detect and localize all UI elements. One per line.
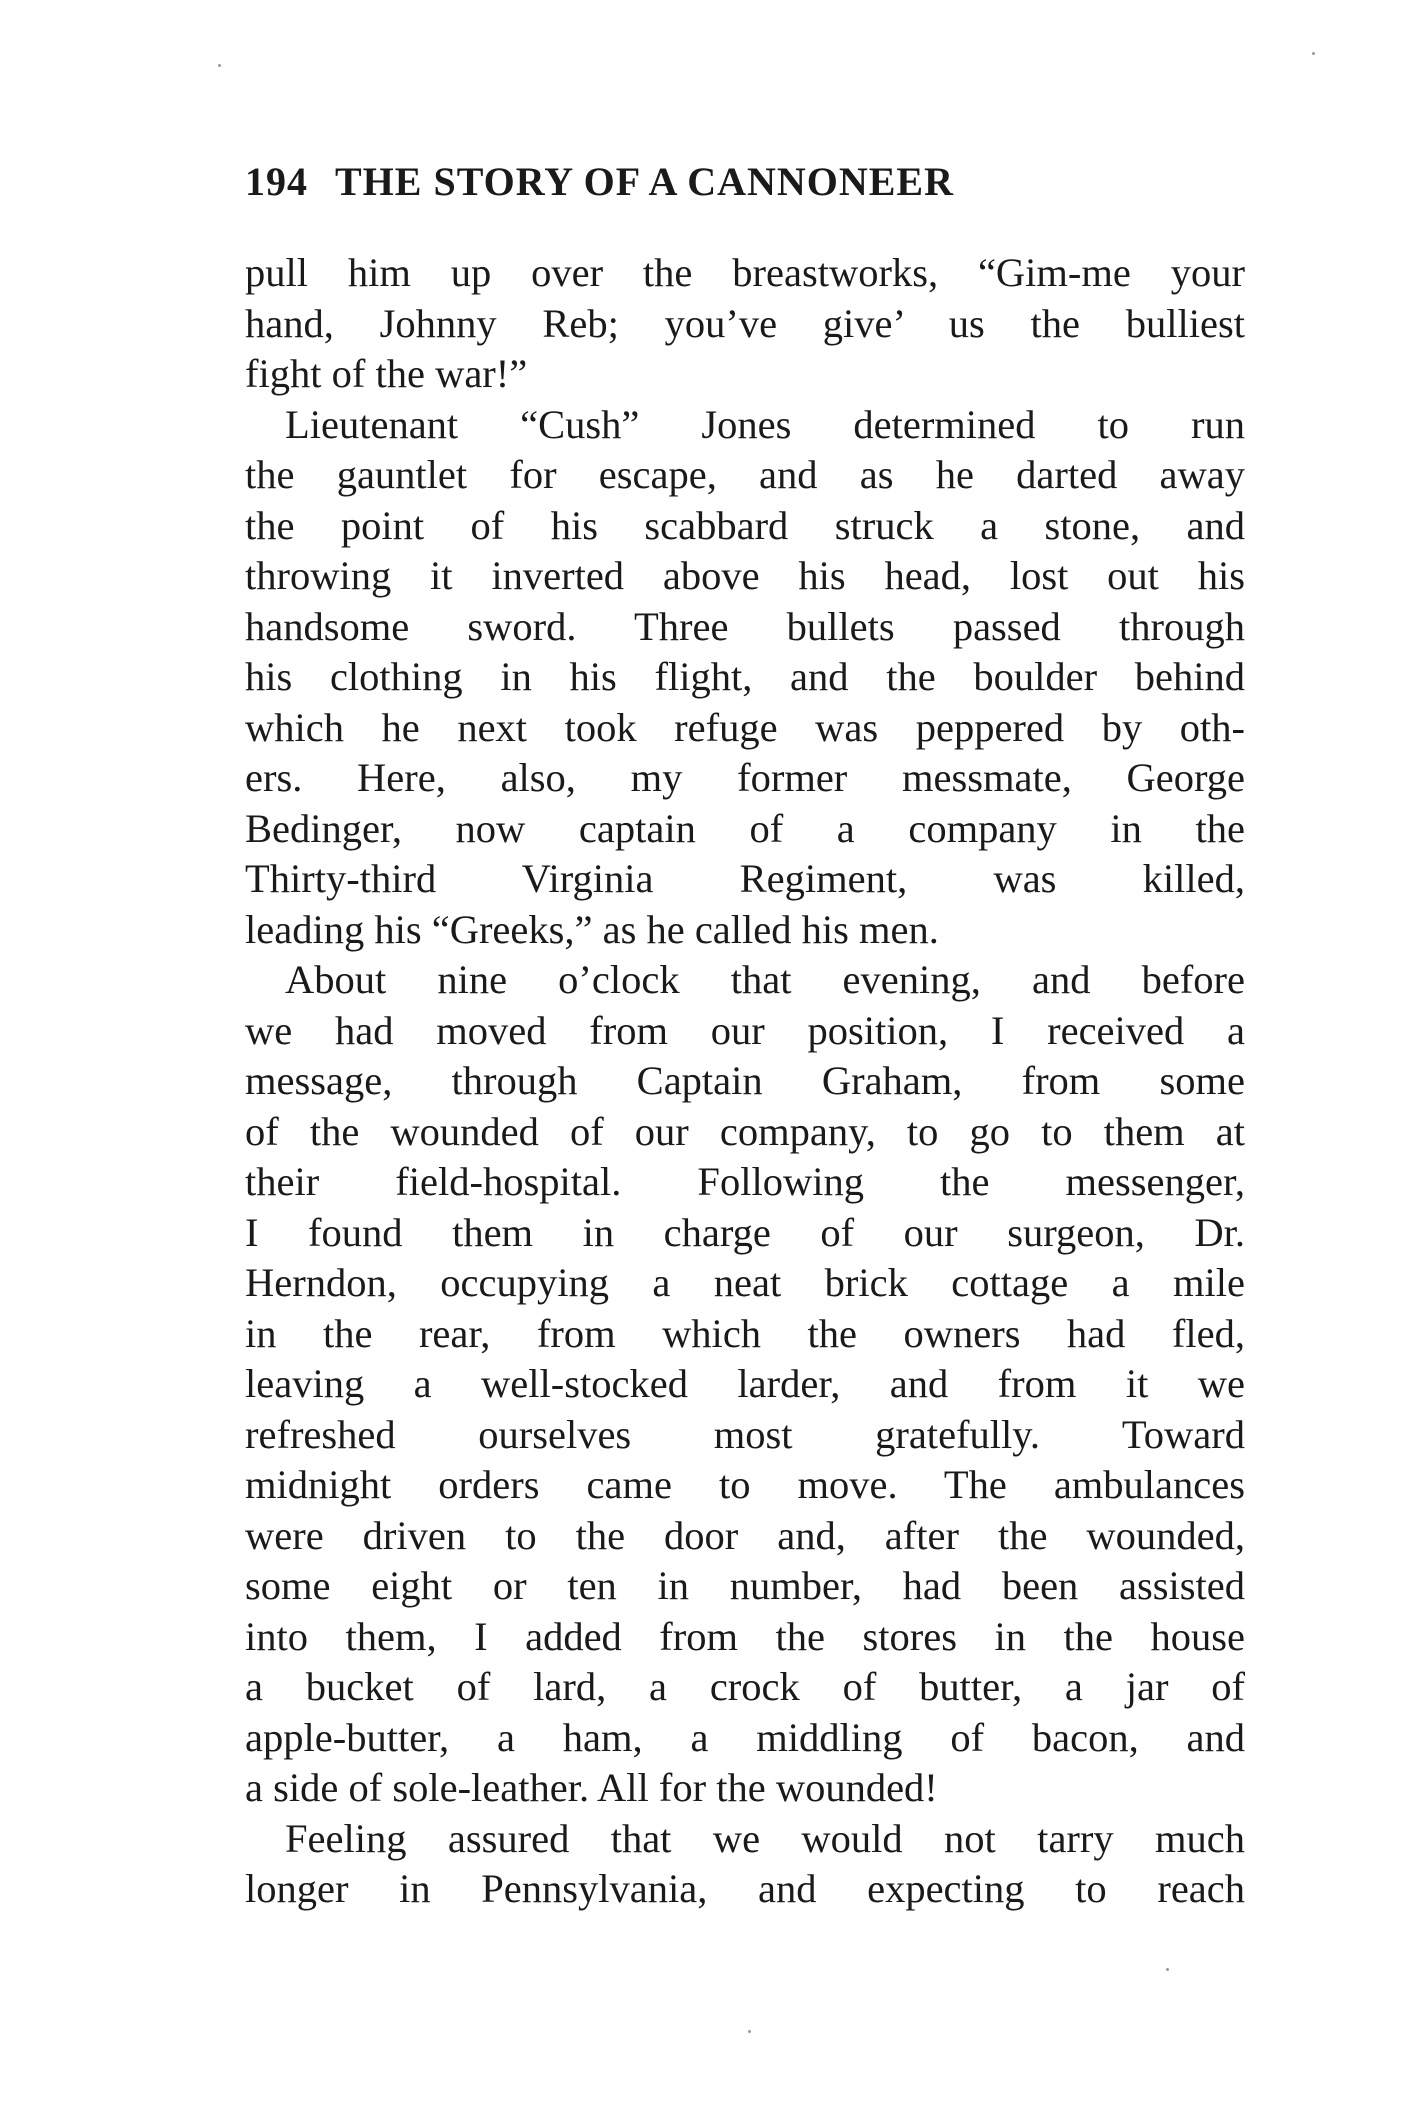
text-line: a bucket of lard, a crock of butter, a jar of [245,1664,1245,1709]
text-line: of the wounded of our company, to go to them at [245,1108,1245,1154]
body-text [245,248,1245,1915]
text-line: longer in Pennsylvania, and expecting to reach [245,1866,1245,1911]
text-line: his clothing in his flight, and the boulder behind [245,654,1245,699]
text-line: fight of the war!” [245,351,528,396]
text-line: hand, Johnny Reb; you’ve give’ us the bulliest [245,300,1245,346]
text-line: I found them in charge of our surgeon, Dr. [245,1209,1245,1255]
text-line: throwing it inverted above his head, lost out his [245,553,1245,598]
page-number: 194 [245,159,308,204]
text-line: leaving a well-stocked larder, and from it we [245,1361,1245,1406]
text-line: were driven to the door and, after the wounded, [245,1512,1245,1558]
text-line: Feeling assured that we would not tarry much [285,1815,1245,1861]
text-line: which he next took refuge was peppered by oth- [245,704,1245,750]
text-line: the gauntlet for escape, and as he darted away [245,452,1245,497]
running-head [245,158,1245,208]
book-title: THE STORY OF A CANNONEER [335,159,954,204]
scan-speck [748,2030,751,2033]
text-line: some eight or ten in number, had been assisted [245,1563,1245,1608]
text-line: we had moved from our position, I received a [245,1007,1245,1053]
text-line: Bedinger, now captain of a company in the [245,805,1245,851]
text-line: Lieutenant “Cush” Jones determined to run [285,401,1245,447]
text-line: in the rear, from which the owners had fled, [245,1310,1245,1356]
text-line: Herndon, occupying a neat brick cottage a mile [245,1260,1245,1305]
text-line: their field-hospital. Following the messenger, [245,1159,1245,1204]
text-line: a side of sole-leather. All for the wounded! [245,1765,938,1810]
text-line: Thirty-third Virginia Regiment, was killed, [245,856,1245,901]
scan-speck [1312,52,1315,55]
text-line: into them, I added from the stores in the house [245,1613,1245,1659]
text-line: pull him up over the breastworks, “Gim-me your [245,250,1245,295]
text-line: About nine o’clock that evening, and before [285,957,1245,1002]
text-line: leading his “Greeks,” as he called his men. [245,906,939,952]
text-line: midnight orders came to move. The ambulances [245,1462,1245,1507]
scan-speck [218,64,221,67]
text-line: ers. Here, also, my former messmate, George [245,755,1245,800]
text-line: refreshed ourselves most gratefully. Toward [245,1411,1245,1457]
text-line: message, through Captain Graham, from some [245,1058,1245,1103]
text-line: handsome sword. Three bullets passed through [245,603,1245,649]
text-line: the point of his scabbard struck a stone, and [245,502,1245,548]
scan-speck [1166,1968,1169,1971]
text-line: apple-butter, a ham, a middling of bacon, and [245,1714,1245,1760]
